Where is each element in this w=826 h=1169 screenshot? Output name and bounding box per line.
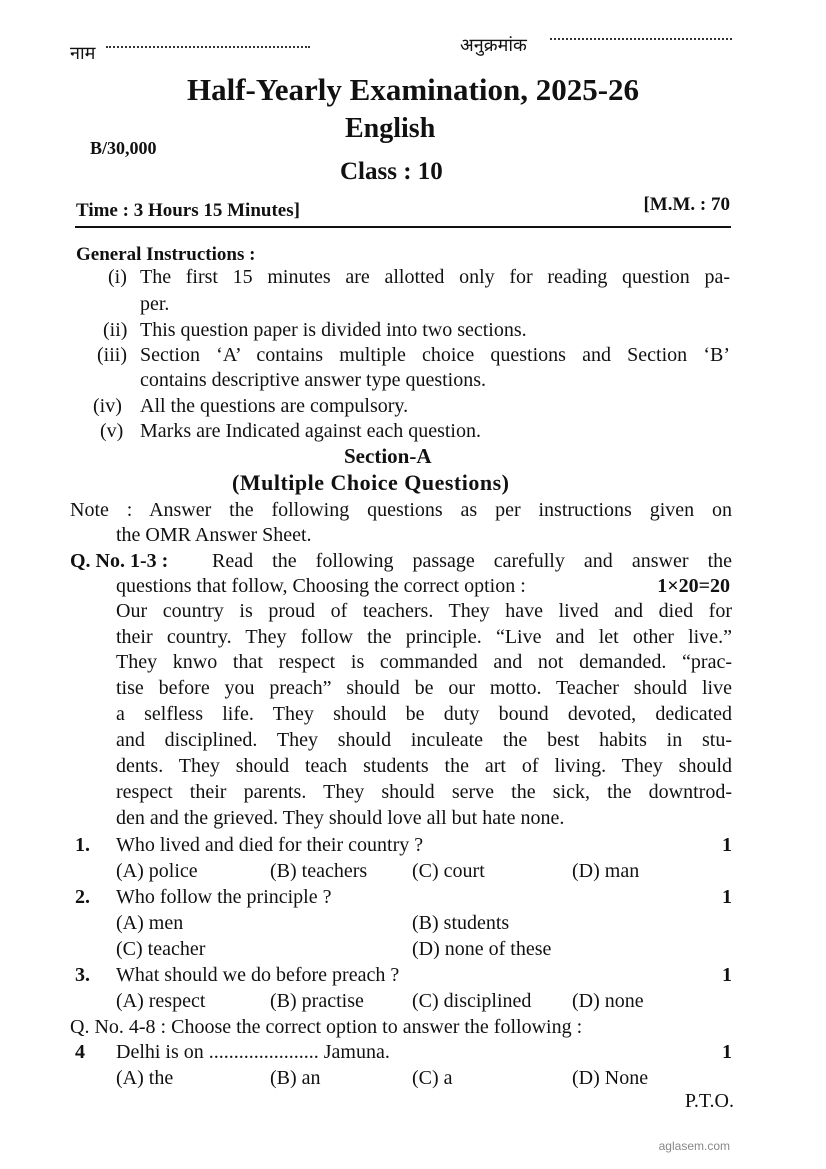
roll-number-blank-line <box>550 38 732 40</box>
q4-8-heading: Q. No. 4-8 : Choose the correct option to answer the following : <box>70 1016 583 1038</box>
passage-line: their country. They follow the principle. “Live and let other live.” <box>116 626 732 648</box>
passage-intro: Read the following passage carefully and answer the <box>212 550 732 572</box>
question-text: Who lived and died for their country ? <box>116 834 424 856</box>
instruction-text: Marks are Indicated against each question. <box>140 420 481 442</box>
section-subtitle: (Multiple Choice Questions) <box>232 470 510 495</box>
question-number: 1. <box>75 834 90 856</box>
question-text: Who follow the principle ? <box>116 886 332 908</box>
header-rule <box>75 226 731 228</box>
note-text: the OMR Answer Sheet. <box>116 524 312 546</box>
option-a: (A) police <box>116 860 198 882</box>
instructions-heading: General Instructions : <box>76 244 256 265</box>
pto-label: P.T.O. <box>684 1090 734 1112</box>
instruction-num: (iii) <box>97 344 127 366</box>
option-a: (A) men <box>116 912 184 934</box>
class-label: Class : 10 <box>340 158 443 185</box>
instruction-num: (ii) <box>103 319 128 341</box>
section-title: Section-A <box>344 444 432 468</box>
passage-marks: 1×20=20 <box>657 575 730 597</box>
note-text: Note : Answer the following questions as per instructions given on <box>70 499 732 521</box>
time-allowed: Time : 3 Hours 15 Minutes] <box>76 200 300 221</box>
exam-title: Half-Yearly Examination, 2025-26 <box>186 72 640 107</box>
instruction-num: (i) <box>108 266 127 288</box>
question-marks: 1 <box>722 886 732 908</box>
instruction-text: contains descriptive answer type questions. <box>140 369 487 391</box>
passage-line: and disciplined. They should inculeate the best habits in stu- <box>116 729 732 751</box>
passage-line: respect their parents. They should serve the sick, the downtrod- <box>116 781 732 803</box>
instruction-text: The first 15 minutes are allotted only for reading question pa- <box>140 266 730 288</box>
option-b: (B) an <box>270 1067 321 1089</box>
option-c: (C) a <box>412 1067 453 1089</box>
question-marks: 1 <box>722 834 732 856</box>
option-d: (D) none <box>572 990 644 1012</box>
question-number: 4 <box>75 1041 85 1063</box>
question-number: 3. <box>75 964 90 986</box>
option-b: (B) practise <box>270 990 364 1012</box>
question-marks: 1 <box>722 964 732 986</box>
option-c: (C) court <box>412 860 485 882</box>
instruction-text: Section ‘A’ contains multiple choice questions and Section ‘B’ <box>140 344 730 366</box>
passage-label: Q. No. 1-3 : <box>70 550 169 572</box>
question-number: 2. <box>75 886 90 908</box>
passage-line: Our country is proud of teachers. They have lived and died for <box>116 600 732 622</box>
instruction-text: All the questions are compulsory. <box>140 395 409 417</box>
option-a: (A) respect <box>116 990 206 1012</box>
question-marks: 1 <box>722 1041 732 1063</box>
instruction-text: per. <box>140 293 170 315</box>
question-text: Delhi is on ...................... Jamuna. <box>116 1041 390 1063</box>
passage-line: a selfless life. They should be duty bound devoted, dedicated <box>116 703 732 725</box>
instruction-num: (v) <box>100 420 124 442</box>
question-text: What should we do before preach ? <box>116 964 400 986</box>
passage-line: den and the grieved. They should love all but hate none. <box>116 807 565 829</box>
option-b: (B) students <box>412 912 510 934</box>
max-marks: [M.M. : 70 <box>643 194 730 215</box>
paper-code: B/30,000 <box>90 138 157 158</box>
name-blank-line <box>106 46 310 48</box>
option-b: (B) teachers <box>270 860 368 882</box>
passage-line: They knwo that respect is commanded and not demanded. “prac- <box>116 651 732 673</box>
option-a: (A) the <box>116 1067 174 1089</box>
instruction-text: This question paper is divided into two sections. <box>140 319 527 341</box>
passage-line: tise before you preach” should be our motto. Teacher should live <box>116 677 732 699</box>
option-d: (D) man <box>572 860 640 882</box>
passage-line: dents. They should teach students the art of living. They should <box>116 755 732 777</box>
option-d: (D) None <box>572 1067 649 1089</box>
subject-title: English <box>345 113 436 144</box>
option-d: (D) none of these <box>412 938 552 960</box>
watermark: aglasem.com <box>658 1139 730 1153</box>
instruction-num: (iv) <box>93 395 122 417</box>
roll-number-label: अनुक्रमांक <box>460 35 527 55</box>
option-c: (C) teacher <box>116 938 206 960</box>
passage-intro: questions that follow, Choosing the correct option : <box>116 575 526 597</box>
option-c: (C) disciplined <box>412 990 532 1012</box>
name-label: नाम <box>70 43 96 63</box>
